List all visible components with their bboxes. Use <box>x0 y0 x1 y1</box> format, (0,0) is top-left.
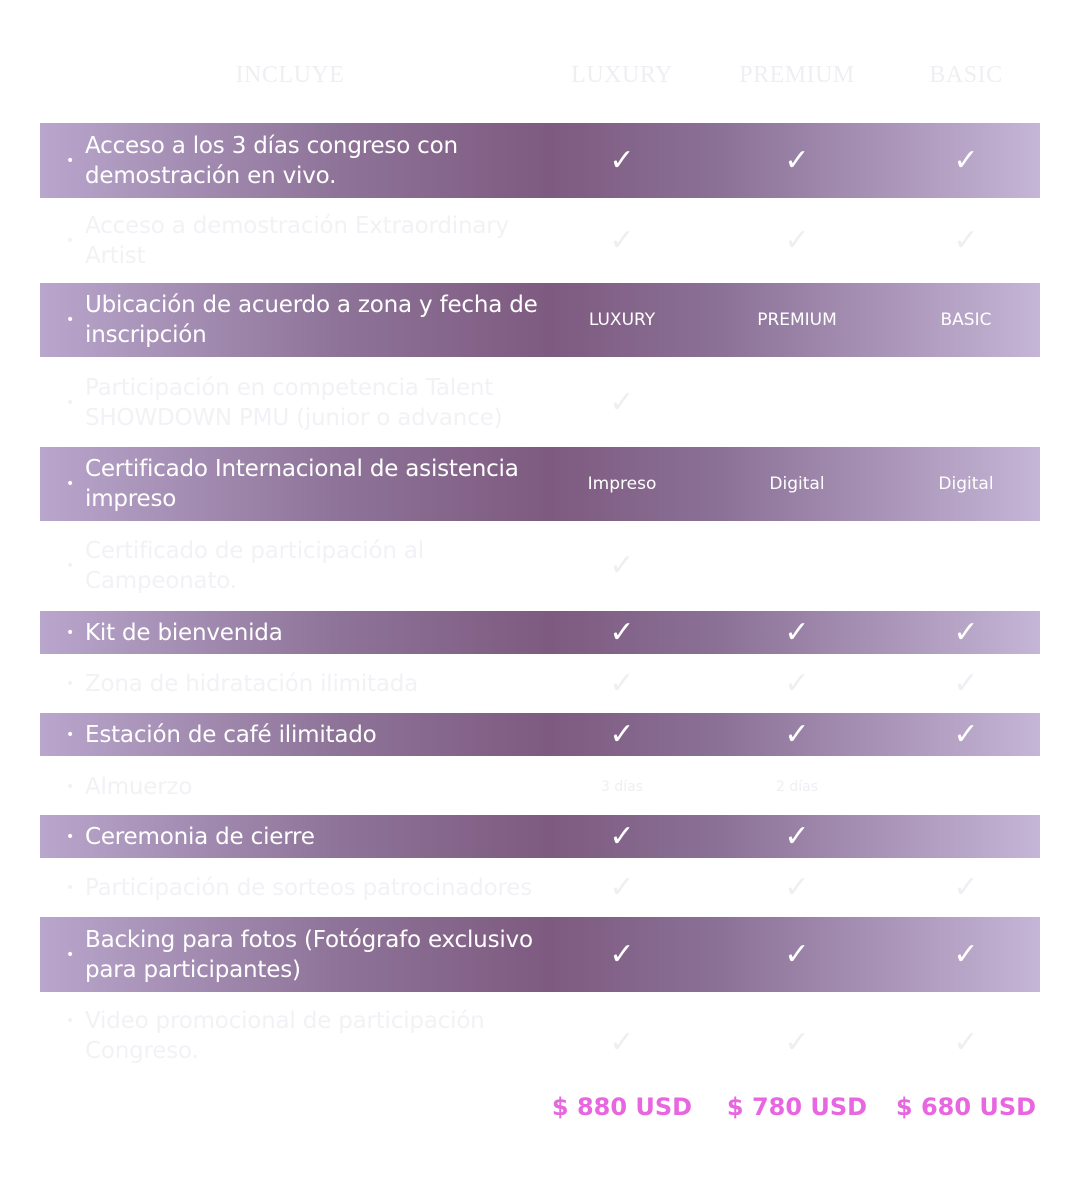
bullet-icon: • <box>66 312 75 328</box>
luxury-check-icon: ✓ <box>609 818 635 854</box>
table-row <box>40 662 1040 705</box>
row-label: Video promocional de participación Congreso. <box>85 1008 485 1064</box>
premium-lunch-text: 2 días <box>775 778 819 795</box>
premium-check-icon: ✓ <box>784 716 810 752</box>
bullet-icon: • <box>66 476 75 492</box>
bullet-icon: • <box>66 558 75 574</box>
luxury-check-icon: ✓ <box>609 223 635 258</box>
table-row <box>40 123 1040 198</box>
row-label: Acceso a demostración Extraordinary Artist <box>85 213 509 269</box>
bullet-icon: • <box>66 879 75 896</box>
table-header <box>40 55 1040 95</box>
row-label: Kit de bienvenida <box>85 619 283 646</box>
basic-zone-text: BASIC <box>940 310 992 330</box>
price-luxury: $ 880 USD <box>551 1093 693 1121</box>
bullet-icon: • <box>66 395 75 411</box>
bullet-icon: • <box>66 726 75 743</box>
table-row <box>40 1000 1040 1085</box>
basic-check-icon: ✓ <box>953 223 979 258</box>
row-label: Estación de café ilimitado <box>85 721 377 748</box>
row-label: Zona de hidratación ilimitada <box>85 670 419 697</box>
premium-certificate-text: Digital <box>769 474 825 494</box>
header-premium: PREMIUM <box>739 62 855 88</box>
luxury-check-icon: ✓ <box>609 548 635 583</box>
premium-check-icon: ✓ <box>784 665 810 701</box>
table-row <box>40 447 1040 521</box>
row-label: Acceso a los 3 días congreso con demostración en vivo. <box>85 132 458 189</box>
table-row <box>40 366 1040 440</box>
luxury-check-icon: ✓ <box>609 142 635 178</box>
luxury-certificate-text: Impreso <box>587 474 657 494</box>
price-basic: $ 680 USD <box>895 1093 1037 1121</box>
luxury-lunch-text: 3 días <box>600 778 644 795</box>
basic-check-icon: ✓ <box>953 936 979 972</box>
header-basic: BASIC <box>929 62 1003 88</box>
luxury-check-icon: ✓ <box>609 385 635 420</box>
bullet-icon: • <box>66 233 75 249</box>
luxury-check-icon: ✓ <box>609 869 635 905</box>
table-row <box>40 713 1040 756</box>
bullet-icon: • <box>66 828 75 845</box>
row-label: Almuerzo <box>85 773 193 800</box>
table-row <box>40 866 1040 909</box>
bullet-icon: • <box>66 624 75 641</box>
luxury-check-icon: ✓ <box>609 1024 635 1060</box>
table-row <box>40 917 1040 992</box>
luxury-check-icon: ✓ <box>609 614 635 650</box>
premium-check-icon: ✓ <box>784 936 810 972</box>
header-incluye: INCLUYE <box>235 62 345 88</box>
bullet-icon: • <box>66 1013 75 1029</box>
table-row <box>40 283 1040 357</box>
luxury-check-icon: ✓ <box>609 716 635 752</box>
premium-check-icon: ✓ <box>784 223 810 258</box>
premium-check-icon: ✓ <box>784 869 810 905</box>
premium-check-icon: ✓ <box>784 142 810 178</box>
bullet-icon: • <box>66 946 75 963</box>
table-row <box>40 529 1040 603</box>
bullet-icon: • <box>66 675 75 692</box>
premium-check-icon: ✓ <box>784 1024 810 1060</box>
basic-certificate-text: Digital <box>938 474 994 494</box>
luxury-check-icon: ✓ <box>609 665 635 701</box>
luxury-zone-text: LUXURY <box>588 310 656 330</box>
row-label: Participación de sorteos patrocinadores <box>85 874 533 901</box>
basic-check-icon: ✓ <box>953 869 979 905</box>
basic-check-icon: ✓ <box>953 142 979 178</box>
premium-zone-text: PREMIUM <box>757 310 837 330</box>
row-label: Backing para fotos (Fotógrafo exclusivo para participantes) <box>85 926 533 983</box>
basic-check-icon: ✓ <box>953 614 979 650</box>
row-label: Certificado Internacional de asistencia impreso <box>85 456 519 512</box>
premium-check-icon: ✓ <box>784 818 810 854</box>
premium-check-icon: ✓ <box>784 614 810 650</box>
row-label: Certificado de participación al Campeonato. <box>85 538 424 594</box>
price-row <box>40 1093 1040 1129</box>
basic-check-icon: ✓ <box>953 665 979 701</box>
row-label: Participación en competencia Talent SHOWDOWN PMU (junior o advance) <box>85 375 503 431</box>
basic-check-icon: ✓ <box>953 716 979 752</box>
table-row <box>40 765 1040 808</box>
table-row <box>40 815 1040 858</box>
luxury-check-icon: ✓ <box>609 936 635 972</box>
bullet-icon: • <box>66 152 75 169</box>
basic-check-icon: ✓ <box>953 1024 979 1060</box>
table-row <box>40 611 1040 654</box>
table-row <box>40 205 1040 277</box>
header-luxury: LUXURY <box>571 62 673 88</box>
bullet-icon: • <box>66 778 75 795</box>
row-label: Ceremonia de cierre <box>85 823 315 850</box>
price-premium: $ 780 USD <box>726 1093 868 1121</box>
row-label: Ubicación de acuerdo a zona y fecha de inscripción <box>85 292 538 348</box>
